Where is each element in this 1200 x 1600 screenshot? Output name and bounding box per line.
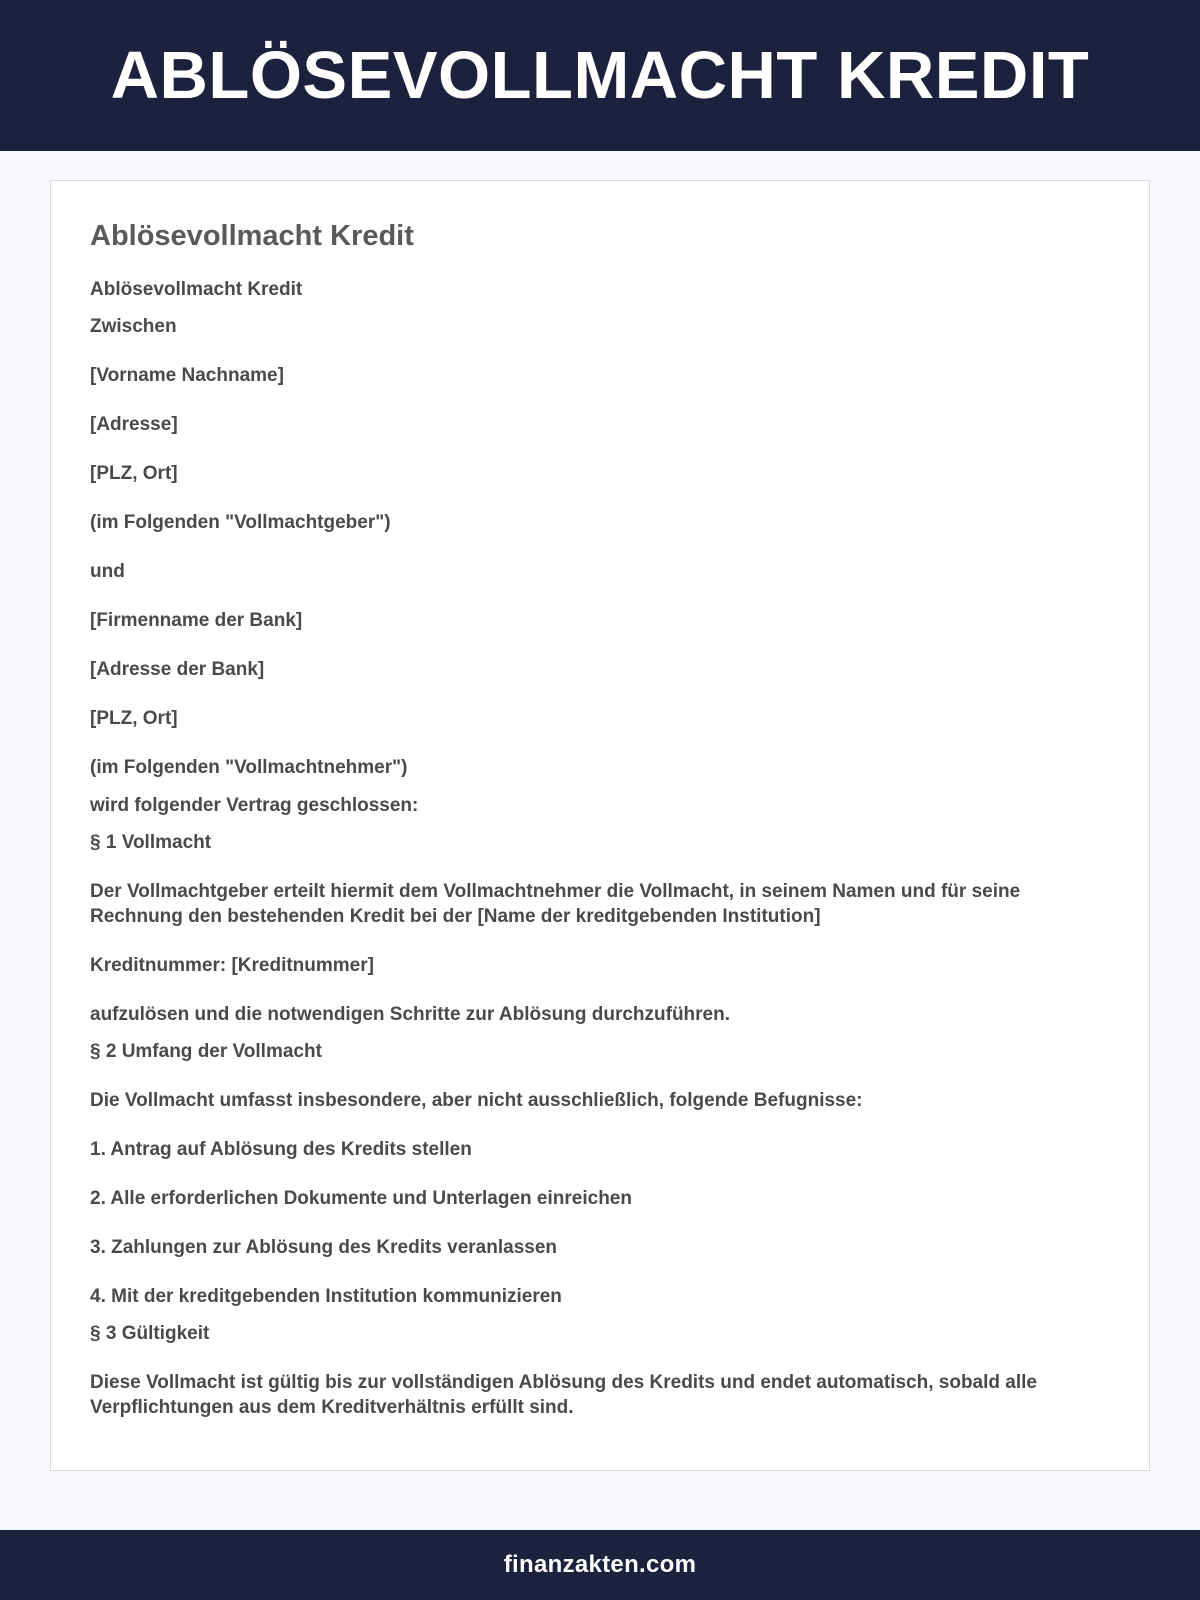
paragraph-vertrag: wird folgender Vertrag geschlossen:: [90, 795, 419, 816]
paragraph-und: und: [90, 561, 125, 582]
paragraph-zwischen: Zwischen: [90, 316, 177, 337]
section-3-text: Diese Vollmacht ist gültig bis zur vollständigen Ablösung des Kredits und endet automatisch, sobald alle Verpflichtungen aus dem Kreditverhältnis erfüllt sind.: [90, 1372, 1037, 1418]
page-header: [0, 0, 1200, 151]
footer-site-name: finanzakten.com: [503, 1551, 697, 1578]
paragraph-aufloesen: aufzulösen und die notwendigen Schritte zur Ablösung durchzuführen.: [90, 1004, 731, 1025]
section-1-heading: § 1 Vollmacht: [90, 832, 212, 853]
paragraph-vollmachtnehmer: (im Folgenden "Vollmachtnehmer"): [90, 757, 408, 778]
section-2-intro: Die Vollmacht umfasst insbesondere, aber nicht ausschließlich, folgende Befugnisse:: [90, 1090, 863, 1111]
paragraph-kreditnummer: Kreditnummer: [Kreditnummer]: [90, 955, 374, 976]
page-title: ABLÖSEVOLLMACHT KREDIT: [110, 38, 1090, 113]
document-card: [50, 180, 1150, 1471]
paragraph-bank-name: [Firmenname der Bank]: [90, 610, 303, 631]
paragraph-bank-address: [Adresse der Bank]: [90, 659, 265, 680]
paragraph-name: [Vorname Nachname]: [90, 365, 284, 386]
document-heading: Ablösevollmacht Kredit: [90, 220, 414, 252]
paragraph-plz-ort: [PLZ, Ort]: [90, 463, 178, 484]
paragraph-address: [Adresse]: [90, 414, 178, 435]
list-item: 2. Alle erforderlichen Dokumente und Unterlagen einreichen: [90, 1188, 632, 1209]
paragraph-bank-plz-ort: [PLZ, Ort]: [90, 708, 178, 729]
list-item: 4. Mit der kreditgebenden Institution kommunizieren: [90, 1286, 562, 1307]
section-2-heading: § 2 Umfang der Vollmacht: [90, 1041, 322, 1062]
list-item: 3. Zahlungen zur Ablösung des Kredits veranlassen: [90, 1237, 558, 1258]
list-item: 1. Antrag auf Ablösung des Kredits stellen: [90, 1139, 472, 1160]
section-3-heading: § 3 Gültigkeit: [90, 1323, 210, 1344]
document-subtitle: Ablösevollmacht Kredit: [90, 279, 303, 300]
paragraph-vollmachtgeber: (im Folgenden "Vollmachtgeber"): [90, 512, 391, 533]
page-footer: [0, 1530, 1200, 1600]
section-1-text: Der Vollmachtgeber erteilt hiermit dem Vollmachtnehmer die Vollmacht, in seinem Namen und für seine Rechnung den bestehenden Kredit bei der [Name der kreditgebenden Institution]: [90, 881, 1021, 927]
